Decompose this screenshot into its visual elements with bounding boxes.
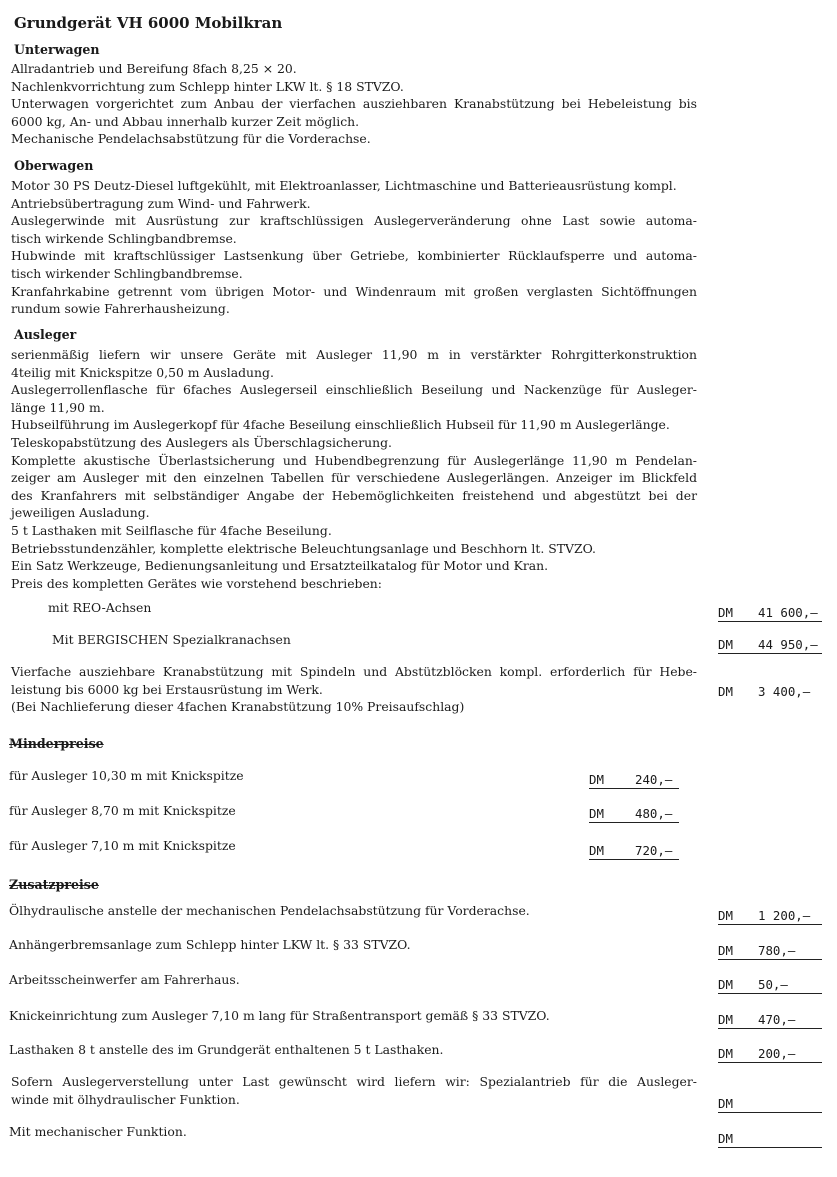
currency: DM [718,1096,733,1111]
text-line: tisch wirkender Schlingbandbremse. [11,265,243,281]
text-line: Preis des kompletten Gerätes wie vorstehend beschrieben: [11,575,382,591]
text-line: Betriebsstundenzähler, komplette elektrische Beleuchtungsanlage und Beschhorn lt. STVZO. [11,540,596,556]
price-mechanisch [718,1131,822,1148]
section-heading-ausleger: Ausleger [14,327,77,342]
zusatzpreis-price [718,943,822,960]
mechanisch-label: Mit mechanischer Funktion. [9,1124,187,1139]
text-line: serienmäßig liefern wir unsere Geräte mit Ausleger 11,90 m in verstärkter Rohrgitterkonstruktion [11,347,697,362]
price-value: 41 600,— [758,605,818,620]
price-label-bergisch: Mit BERGISCHEN Spezialkranachsen [52,632,291,647]
section-heading-unterwagen: Unterwagen [14,42,100,57]
text-line: Mechanische Pendelachsabstützung für die Vorderachse. [11,131,371,147]
price-value: 480,— [635,806,673,821]
price-value: 780,— [758,943,796,958]
text-line: Antriebsübertragung zum Wind- und Fahrwerk. [11,195,311,211]
currency: DM [718,1046,733,1061]
price-abstuetzung [718,684,822,700]
text-line: 5 t Lasthaken mit Seilflasche für 4fache Beseilung. [11,522,332,538]
text-line: länge 11,90 m. [11,399,105,415]
page-title: Grundgerät VH 6000 Mobilkran [14,14,283,32]
price-value: 1 200,— [758,908,811,923]
zusatzpreis-price [718,1046,822,1063]
text-line: Allradantrieb und Bereifung 8fach 8,25 × 20. [11,61,297,76]
text-line: rundum sowie Fahrerhausheizung. [11,301,230,317]
text-line: Ein Satz Werkzeuge, Bedienungsanleitung und Ersatzteilkatalog für Motor und Kran. [11,558,549,574]
text-line: Auslegerrollenflasche für 6faches Auslegerseil einschließlich Beseilung und Nackenzüge für Ausleger- [11,382,697,398]
price-label-reo: mit REO-Achsen [48,600,152,615]
text-line: 4teilig mit Knickspitze 0,50 m Ausladung. [11,364,274,380]
zusatzpreis-label: Knickeinrichtung zum Ausleger 7,10 m lang für Straßentransport gemäß § 33 STVZO. [9,1008,550,1023]
text-line: Hubwinde mit kraftschlüssiger Lastsenkung über Getriebe, kombinierter Rücklaufsperre und automa- [11,248,697,264]
minderpreis-price [589,772,679,789]
zusatzpreis-price [718,977,822,994]
text-line: jeweiligen Ausladung. [11,505,150,521]
text-line: des Kranfahrers mit selbständiger Angabe der Hebemöglichkeiten freistehend und abgestützt bei der [11,487,697,503]
unterwagen-text [11,60,697,95]
zusatzpreis-label: Lasthaken 8 t anstelle des im Grundgerät enthaltenen 5 t Lasthaken. [9,1042,444,1057]
zusatzpreis-label: Ölhydraulische anstelle der mechanischen Pendelachsabstützung für Vorderachse. [9,903,530,918]
minderpreis-label: für Ausleger 10,30 m mit Knickspitze [9,768,244,783]
unterwagen-text-2 [11,95,697,148]
currency: DM [589,843,604,858]
text-line: tisch wirkende Schlingbandbremse. [11,230,237,246]
currency: DM [589,806,604,821]
text-line: Teleskopabstützung des Auslegers als Überschlagsicherung. [11,434,392,450]
text-line: Sofern Auslegerverstellung unter Last gewünscht wird liefern wir: Spezialantrieb für die Ausleger- [11,1074,697,1089]
minderpreis-price [589,806,679,823]
text-line: Komplette akustische Überlastsicherung und Hubendbegrenzung für Auslegerlänge 11,90 m Pendelan- [11,452,697,468]
text-line: zeiger am Ausleger mit den einzelnen Tabellen für verschiedene Auslegerlängen. Anzeiger im Blickfeld [11,470,697,486]
text-line: (Bei Nachlieferung dieser 4fachen Kranabstützung 10% Preisaufschlag) [11,699,465,715]
text-line: Unterwagen vorgerichtet zum Anbau der vierfachen ausziehbaren Kranabstützung bei Hebeleistung bis [11,96,697,111]
text-line: Kranfahrkabine getrennt vom übrigen Motor- und Windenraum mit großen verglasten Sichtöffnungen [11,283,697,299]
price-value: 240,— [635,772,673,787]
minderpreis-price [589,843,679,860]
text-line: Auslegerwinde mit Ausrüstung zur kraftschlüssigen Auslegerveränderung ohne Last sowie automa- [11,213,697,229]
ausleger-text [11,346,697,592]
price-value: 44 950,— [758,637,818,652]
price-reo [718,605,822,622]
currency: DM [718,1012,733,1027]
currency: DM [718,908,733,923]
text-line: 6000 kg, An- und Abbau innerhalb kurzer Zeit möglich. [11,113,360,129]
minderpreis-label: für Ausleger 8,70 m mit Knickspitze [9,803,236,818]
text-line: Nachlenkvorrichtung zum Schlepp hinter LKW lt. § 18 STVZO. [11,78,404,94]
section-heading-minderpreise: Minderpreise [9,736,104,751]
text-line: Motor 30 PS Deutz-Diesel luftgekühlt, mit Elektroanlasser, Lichtmaschine und Batterieausrüstung kompl. [11,178,677,193]
zusatzpreis-label: Arbeitsscheinwerfer am Fahrerhaus. [9,972,240,987]
text-line: leistung bis 6000 kg bei Erstausrüstung im Werk. [11,681,323,697]
price-bergisch [718,637,822,654]
price-value: 3 400,— [758,684,811,699]
zusatzpreis-price [718,908,822,925]
zusatzpreis-label: Anhängerbremsanlage zum Schlepp hinter LKW lt. § 33 STVZO. [9,937,411,952]
currency: DM [718,1131,733,1146]
currency: DM [718,605,733,620]
price-value: 50,— [758,977,788,992]
oberwagen-text [11,177,697,318]
currency: DM [718,977,733,992]
section-heading-oberwagen: Oberwagen [14,158,94,173]
price-value: 200,— [758,1046,796,1061]
section-heading-zusatzpreise: Zusatzpreise [9,877,99,892]
currency: DM [718,943,733,958]
text-line: winde mit ölhydraulischer Funktion. [11,1091,240,1107]
currency: DM [718,637,733,652]
price-sofern [718,1096,822,1113]
currency: DM [589,772,604,787]
sofern-text [11,1073,697,1108]
price-value: 470,— [758,1012,796,1027]
abstuetzung-text [11,663,697,716]
currency: DM [718,684,733,699]
price-value: 720,— [635,843,673,858]
text-line: Hubseilführung im Auslegerkopf für 4fache Beseilung einschließlich Hubseil für 11,90 m Auslegerlänge. [11,417,670,433]
minderpreis-label: für Ausleger 7,10 m mit Knickspitze [9,838,236,853]
text-line: Vierfache ausziehbare Kranabstützung mit Spindeln und Abstützblöcken kompl. erforderlich für Hebe- [11,664,697,679]
zusatzpreis-price [718,1012,822,1029]
